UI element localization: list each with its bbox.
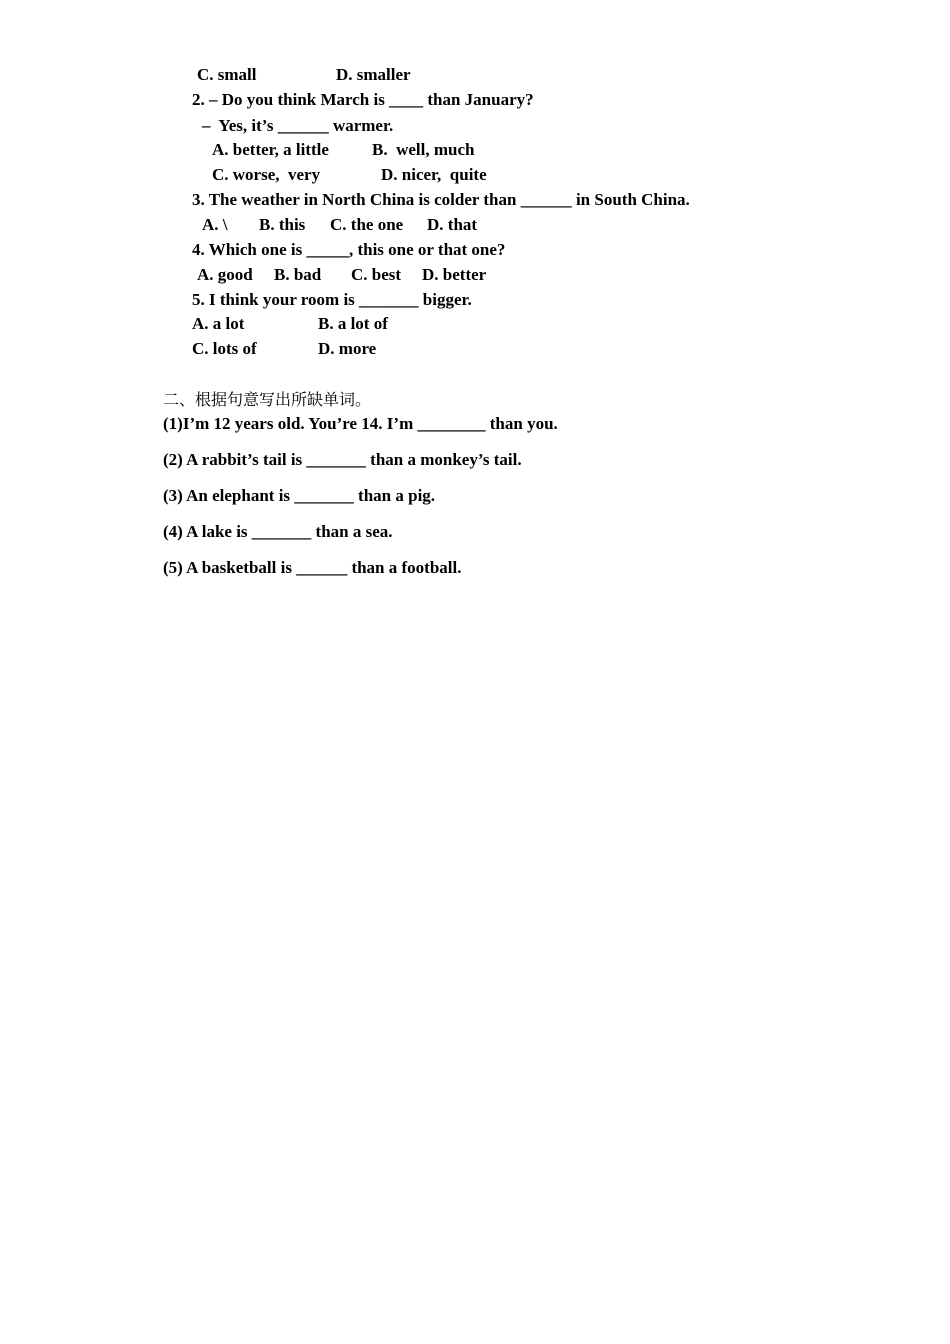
q2-option-a: A. better, a little (212, 140, 329, 159)
q3-option-c: C. the one (330, 215, 404, 234)
q2-question: 2. – Do you think March is ____ than January? (192, 90, 534, 109)
q1-option-c: C. small (197, 65, 257, 84)
q3-question: 3. The weather in North China is colder than ______ in South China. (192, 190, 690, 209)
q2-answer-line: – Yes, it’s ______ warmer. (202, 116, 394, 135)
q4-option-b: B. bad (274, 265, 322, 284)
q4-question: 4. Which one is _____, this one or that one? (192, 240, 506, 259)
q5-option-a: A. a lot (192, 314, 245, 333)
q2-option-b: B. well, much (372, 140, 475, 159)
section2-item-5: (5) A basketball is ______ than a football. (163, 558, 462, 577)
q5-option-b: B. a lot of (318, 314, 388, 333)
section2-item-2: (2) A rabbit’s tail is _______ than a monkey’s tail. (163, 450, 522, 469)
q5-option-c: C. lots of (192, 339, 257, 358)
section2-item-3: (3) An elephant is _______ than a pig. (163, 486, 436, 505)
q5-question: 5. I think your room is _______ bigger. (192, 290, 472, 309)
q3-option-b: B. this (259, 215, 306, 234)
q4-option-d: D. better (422, 265, 487, 284)
q2-option-c: C. worse, very (212, 165, 321, 184)
q1-option-d: D. smaller (336, 65, 411, 84)
section2-heading: 二、根据句意写出所缺单词。 (163, 390, 372, 409)
q3-option-a: A. \ (202, 215, 228, 234)
q4-option-a: A. good (197, 265, 253, 284)
q5-option-d: D. more (318, 339, 377, 358)
q4-option-c: C. best (351, 265, 402, 284)
q3-option-d: D. that (427, 215, 478, 234)
section2-item-4: (4) A lake is _______ than a sea. (163, 522, 393, 541)
section2-item-1: (1)I’m 12 years old. You’re 14. I’m ________ than you. (163, 414, 558, 433)
q2-option-d: D. nicer, quite (381, 165, 487, 184)
